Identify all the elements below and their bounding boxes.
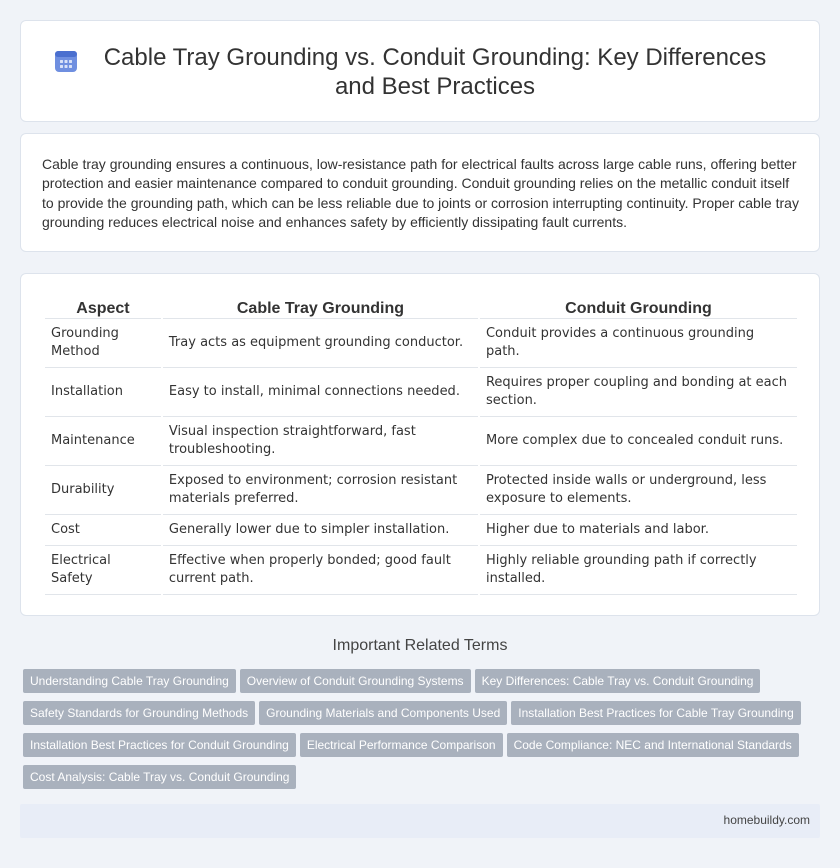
related-term-tag[interactable]: Safety Standards for Grounding Methods xyxy=(23,701,255,725)
table-row xyxy=(45,319,797,368)
cell-aspect: Electrical Safety xyxy=(45,546,161,595)
related-term-tag[interactable]: Electrical Performance Comparison xyxy=(300,733,503,757)
cell-conduit: Conduit provides a continuous grounding path. xyxy=(480,319,797,368)
table-row xyxy=(45,417,797,466)
cell-cable-tray: Tray acts as equipment grounding conductor. xyxy=(163,319,478,368)
cell-aspect: Durability xyxy=(45,466,161,515)
table-row xyxy=(45,368,797,417)
cell-conduit: Protected inside walls or underground, less exposure to elements. xyxy=(480,466,797,515)
cell-cable-tray: Easy to install, minimal connections needed. xyxy=(163,368,478,417)
footer xyxy=(20,804,820,838)
header-cable-tray: Cable Tray Grounding xyxy=(163,296,478,319)
cell-cable-tray: Exposed to environment; corrosion resistant materials preferred. xyxy=(163,466,478,515)
cell-aspect: Installation xyxy=(45,368,161,417)
title-card xyxy=(20,20,820,122)
related-terms-heading: Important Related Terms xyxy=(332,637,508,654)
footer-site-link[interactable]: homebuildy.com xyxy=(723,813,810,827)
related-term-tag[interactable]: Cost Analysis: Cable Tray vs. Conduit Grounding xyxy=(23,765,296,789)
table-header-row xyxy=(45,296,797,319)
title-wrap xyxy=(21,43,819,101)
page-title: Cable Tray Grounding vs. Conduit Grounding: Key Differences and Best Practices xyxy=(103,44,767,100)
cell-cable-tray: Generally lower due to simpler installation. xyxy=(163,515,478,546)
related-term-tag[interactable]: Code Compliance: NEC and International Standards xyxy=(507,733,799,757)
intro-card xyxy=(20,133,820,252)
calendar-icon xyxy=(53,48,79,74)
cell-aspect: Grounding Method xyxy=(45,319,161,368)
cell-cable-tray: Visual inspection straightforward, fast troubleshooting. xyxy=(163,417,478,466)
table-row xyxy=(45,546,797,595)
cell-aspect: Maintenance xyxy=(45,417,161,466)
intro-paragraph: Cable tray grounding ensures a continuous, low-resistance path for electrical faults across large cable runs, offering better protection and easier maintenance compared to conduit grounding. Conduit grounding relies on the metallic conduit itself to provide the grounding path, which can be less reliable due to joints or corrosion interrupting continuity. Proper cable tray grounding reduces electrical noise and enhances safety by efficiently dissipating fault currents. xyxy=(42,156,799,231)
related-term-tag[interactable]: Installation Best Practices for Conduit Grounding xyxy=(23,733,296,757)
comparison-table-card xyxy=(20,273,820,616)
related-term-tag[interactable]: Understanding Cable Tray Grounding xyxy=(23,669,236,693)
related-terms-list xyxy=(23,669,823,797)
table-row xyxy=(45,515,797,546)
cell-aspect: Cost xyxy=(45,515,161,546)
cell-conduit: Requires proper coupling and bonding at each section. xyxy=(480,368,797,417)
table-row xyxy=(45,466,797,515)
cell-cable-tray: Effective when properly bonded; good fault current path. xyxy=(163,546,478,595)
related-term-tag[interactable]: Key Differences: Cable Tray vs. Conduit Grounding xyxy=(475,669,761,693)
header-conduit: Conduit Grounding xyxy=(480,296,797,319)
cell-conduit: More complex due to concealed conduit runs. xyxy=(480,417,797,466)
header-aspect: Aspect xyxy=(45,296,161,319)
related-term-tag[interactable]: Grounding Materials and Components Used xyxy=(259,701,507,725)
cell-conduit: Highly reliable grounding path if correctly installed. xyxy=(480,546,797,595)
cell-conduit: Higher due to materials and labor. xyxy=(480,515,797,546)
related-term-tag[interactable]: Overview of Conduit Grounding Systems xyxy=(240,669,471,693)
related-term-tag[interactable]: Installation Best Practices for Cable Tray Grounding xyxy=(511,701,800,725)
comparison-table xyxy=(43,296,799,595)
